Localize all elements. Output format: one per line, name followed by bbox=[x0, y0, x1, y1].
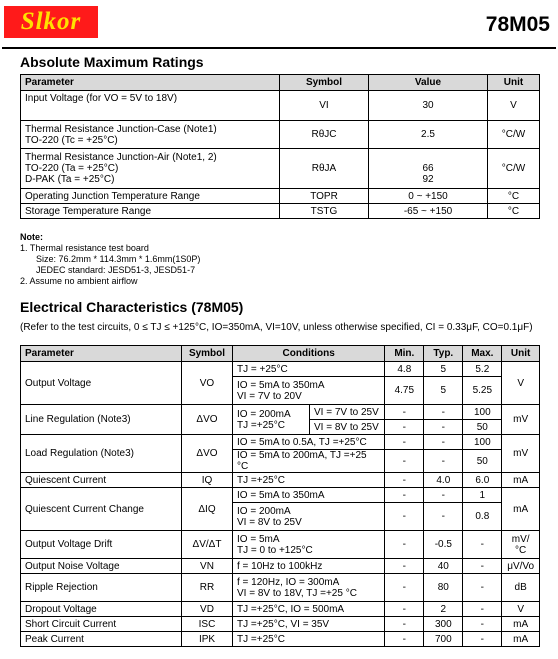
ec-max: 6.0 bbox=[463, 473, 502, 488]
amr-symbol: TSTG bbox=[280, 204, 369, 219]
ec-symbol: VN bbox=[182, 559, 233, 574]
table-row bbox=[21, 602, 540, 617]
table-row bbox=[21, 405, 540, 420]
ec-cond-line: IO = 5mA bbox=[237, 533, 280, 545]
note-line: JEDEC standard: JESD51-3, JESD51-7 bbox=[36, 265, 196, 275]
ec-param: Quiescent Current Change bbox=[21, 488, 182, 531]
ec-header-min: Min. bbox=[385, 346, 424, 362]
ec-max: 0.8 bbox=[463, 503, 502, 531]
note-line: 1. Thermal resistance test board bbox=[20, 243, 149, 253]
ec-header-conditions: Conditions bbox=[233, 346, 385, 362]
ec-typ: 5 bbox=[424, 377, 463, 405]
ec-param: Short Circuit Current bbox=[21, 617, 182, 632]
ec-max: - bbox=[463, 632, 502, 647]
ec-max: 1 bbox=[463, 488, 502, 503]
ec-param: Quiescent Current bbox=[21, 473, 182, 488]
notes bbox=[20, 232, 200, 287]
ec-typ: 2 bbox=[424, 602, 463, 617]
amr-symbol: RθJA bbox=[280, 149, 369, 189]
ec-table bbox=[20, 345, 540, 647]
ec-header-typ: Typ. bbox=[424, 346, 463, 362]
ec-min: - bbox=[385, 503, 424, 531]
ec-cond bbox=[233, 503, 385, 531]
amr-value bbox=[369, 149, 488, 189]
ec-symbol: ΔIQ bbox=[182, 488, 233, 531]
amr-param: Storage Temperature Range bbox=[21, 204, 280, 219]
ec-min: - bbox=[385, 602, 424, 617]
table-row bbox=[21, 617, 540, 632]
ec-max: 100 bbox=[463, 435, 502, 450]
amr-param-line: TO-220 (Tc = +25°C) bbox=[25, 134, 118, 146]
ec-symbol: VO bbox=[182, 362, 233, 405]
ec-param: Output Noise Voltage bbox=[21, 559, 182, 574]
amr-param bbox=[21, 121, 280, 149]
ec-cond bbox=[233, 574, 385, 602]
ec-min: - bbox=[385, 574, 424, 602]
amr-symbol: VI bbox=[280, 91, 369, 121]
amr-symbol: RθJC bbox=[280, 121, 369, 149]
amr-value-line: 66 bbox=[422, 163, 434, 174]
amr-value: -65 ~ +150 bbox=[369, 204, 488, 219]
ec-header-max: Max. bbox=[463, 346, 502, 362]
ec-cond: TJ =+25°C, IO = 500mA bbox=[233, 602, 385, 617]
ec-cond: IO = 5mA to 200mA, TJ =+25 °C bbox=[233, 450, 385, 473]
ec-cond: IO = 5mA to 350mA bbox=[233, 488, 385, 503]
table-row bbox=[21, 559, 540, 574]
table-row bbox=[21, 204, 540, 219]
table-row bbox=[21, 362, 540, 377]
ec-unit: μV/Vo bbox=[502, 559, 540, 574]
header-divider bbox=[2, 47, 556, 49]
ec-header-unit: Unit bbox=[502, 346, 540, 362]
amr-header-unit: Unit bbox=[488, 75, 540, 91]
ec-cond bbox=[233, 405, 310, 435]
table-row bbox=[21, 435, 540, 450]
amr-param-line: D-PAK (Ta = +25°C) bbox=[25, 174, 115, 185]
note-line: Size: 76.2mm * 114.3mm * 1.6mm(1S0P) bbox=[36, 254, 201, 264]
ec-typ: 4.0 bbox=[424, 473, 463, 488]
amr-param-line: Thermal Resistance Junction-Case (Note1) bbox=[25, 123, 217, 135]
ec-typ: - bbox=[424, 435, 463, 450]
table-row bbox=[21, 473, 540, 488]
amr-unit: °C bbox=[488, 204, 540, 219]
ec-param: Output Voltage bbox=[21, 362, 182, 405]
amr-header-value: Value bbox=[369, 75, 488, 91]
ec-cond: IO = 5mA to 0.5A, TJ =+25°C bbox=[233, 435, 385, 450]
ec-max: 50 bbox=[463, 420, 502, 435]
ec-param: Output Voltage Drift bbox=[21, 531, 182, 559]
ec-symbol: ΔVO bbox=[182, 405, 233, 435]
amr-header-symbol: Symbol bbox=[280, 75, 369, 91]
ec-min: - bbox=[385, 488, 424, 503]
amr-param: Operating Junction Temperature Range bbox=[21, 189, 280, 204]
ec-unit: dB bbox=[502, 574, 540, 602]
ec-typ: 5 bbox=[424, 362, 463, 377]
ec-cond: TJ =+25°C, VI = 35V bbox=[233, 617, 385, 632]
ec-typ: 40 bbox=[424, 559, 463, 574]
amr-unit: °C/W bbox=[488, 121, 540, 149]
ec-cond-line: VI = 7V to 20V bbox=[237, 390, 302, 402]
ec-param: Ripple Rejection bbox=[21, 574, 182, 602]
ec-typ: - bbox=[424, 420, 463, 435]
table-row bbox=[21, 91, 540, 121]
ec-unit: mV/°C bbox=[502, 531, 540, 559]
ec-symbol: RR bbox=[182, 574, 233, 602]
amr-value: 2.5 bbox=[369, 121, 488, 149]
notes-heading: Note: bbox=[20, 232, 43, 242]
ec-typ: 80 bbox=[424, 574, 463, 602]
ec-cond-line: VI = 8V to 25V bbox=[237, 516, 302, 528]
ec-param: Peak Current bbox=[21, 632, 182, 647]
amr-title: Absolute Maximum Ratings bbox=[20, 54, 204, 70]
amr-param-line: Thermal Resistance Junction-Air (Note1, 2) bbox=[25, 152, 217, 163]
ec-typ: - bbox=[424, 503, 463, 531]
amr-param bbox=[21, 149, 280, 189]
ec-cond-line: IO = 5mA to 350mA bbox=[237, 379, 325, 391]
ec-typ: - bbox=[424, 450, 463, 473]
ec-max: - bbox=[463, 617, 502, 632]
ec-typ: - bbox=[424, 405, 463, 420]
ec-cond-line: TJ =+25°C bbox=[237, 419, 285, 431]
table-row bbox=[21, 149, 540, 189]
table-row bbox=[21, 574, 540, 602]
ec-param: Line Regulation (Note3) bbox=[21, 405, 182, 435]
ec-param: Load Regulation (Note3) bbox=[21, 435, 182, 473]
table-row bbox=[21, 531, 540, 559]
ec-unit: mV bbox=[502, 405, 540, 435]
ec-max: - bbox=[463, 602, 502, 617]
ec-conditions: (Refer to the test circuits, 0 ≤ TJ ≤ +125°C, IO=350mA, VI=10V, unless otherwise specified, CI = 0.33μF, CO=0.1μF) bbox=[20, 322, 533, 333]
amr-symbol: TOPR bbox=[280, 189, 369, 204]
amr-table bbox=[20, 74, 540, 219]
amr-value: 30 bbox=[369, 91, 488, 121]
ec-max: 5.25 bbox=[463, 377, 502, 405]
ec-unit: V bbox=[502, 602, 540, 617]
ec-min: - bbox=[385, 420, 424, 435]
table-row bbox=[21, 632, 540, 647]
ec-typ: -0.5 bbox=[424, 531, 463, 559]
ec-min: - bbox=[385, 405, 424, 420]
ec-cond bbox=[233, 531, 385, 559]
ec-cond: VI = 8V to 25V bbox=[310, 420, 385, 435]
amr-param-line: TO-220 (Ta = +25°C) bbox=[25, 163, 119, 174]
brand-logo: Slkor bbox=[4, 6, 98, 38]
ec-symbol: ΔVO bbox=[182, 435, 233, 473]
ec-symbol: VD bbox=[182, 602, 233, 617]
ec-min: - bbox=[385, 531, 424, 559]
ec-symbol: IQ bbox=[182, 473, 233, 488]
ec-unit: V bbox=[502, 362, 540, 405]
ec-unit: mA bbox=[502, 473, 540, 488]
ec-cond-line: f = 120Hz, IO = 300mA bbox=[237, 576, 340, 588]
ec-unit: mA bbox=[502, 632, 540, 647]
table-row bbox=[21, 121, 540, 149]
ec-title: Electrical Characteristics (78M05) bbox=[20, 299, 244, 315]
ec-unit: mV bbox=[502, 435, 540, 473]
ec-param: Dropout Voltage bbox=[21, 602, 182, 617]
amr-unit: °C bbox=[488, 189, 540, 204]
table-row bbox=[21, 189, 540, 204]
amr-value: 0 ~ +150 bbox=[369, 189, 488, 204]
ec-max: 5.2 bbox=[463, 362, 502, 377]
ec-min: 4.8 bbox=[385, 362, 424, 377]
ec-max: 100 bbox=[463, 405, 502, 420]
ec-cond: f = 10Hz to 100kHz bbox=[233, 559, 385, 574]
ec-min: - bbox=[385, 632, 424, 647]
ec-header-symbol: Symbol bbox=[182, 346, 233, 362]
ec-symbol: ISC bbox=[182, 617, 233, 632]
ec-max: - bbox=[463, 531, 502, 559]
part-number: 78M05 bbox=[485, 13, 550, 36]
ec-min: - bbox=[385, 473, 424, 488]
ec-symbol: ΔV/ΔT bbox=[182, 531, 233, 559]
ec-header-parameter: Parameter bbox=[21, 346, 182, 362]
ec-cond: TJ = +25°C bbox=[233, 362, 385, 377]
ec-cond bbox=[233, 377, 385, 405]
ec-min: - bbox=[385, 559, 424, 574]
ec-unit: mA bbox=[502, 488, 540, 531]
ec-cond-line: TJ = 0 to +125°C bbox=[237, 544, 313, 556]
ec-typ: - bbox=[424, 488, 463, 503]
ec-cond-line: VI = 8V to 18V, TJ =+25 °C bbox=[237, 587, 357, 599]
table-row bbox=[21, 488, 540, 503]
ec-cond: VI = 7V to 25V bbox=[310, 405, 385, 420]
ec-cond: TJ =+25°C bbox=[233, 632, 385, 647]
ec-min: - bbox=[385, 450, 424, 473]
ec-typ: 700 bbox=[424, 632, 463, 647]
ec-min: - bbox=[385, 435, 424, 450]
ec-min: 4.75 bbox=[385, 377, 424, 405]
ec-max: - bbox=[463, 574, 502, 602]
note-line: 2. Assume no ambient airflow bbox=[20, 276, 138, 286]
ec-unit: mA bbox=[502, 617, 540, 632]
amr-value-line: 92 bbox=[422, 174, 434, 185]
amr-unit: V bbox=[488, 91, 540, 121]
ec-cond: TJ =+25°C bbox=[233, 473, 385, 488]
ec-max: 50 bbox=[463, 450, 502, 473]
ec-cond-line: IO = 200mA bbox=[237, 505, 291, 517]
amr-unit: °C/W bbox=[488, 149, 540, 189]
ec-max: - bbox=[463, 559, 502, 574]
ec-cond-line: IO = 200mA bbox=[237, 408, 291, 420]
ec-min: - bbox=[385, 617, 424, 632]
ec-symbol: IPK bbox=[182, 632, 233, 647]
amr-header-parameter: Parameter bbox=[21, 75, 280, 91]
amr-param: Input Voltage (for VO = 5V to 18V) bbox=[21, 91, 280, 121]
ec-typ: 300 bbox=[424, 617, 463, 632]
